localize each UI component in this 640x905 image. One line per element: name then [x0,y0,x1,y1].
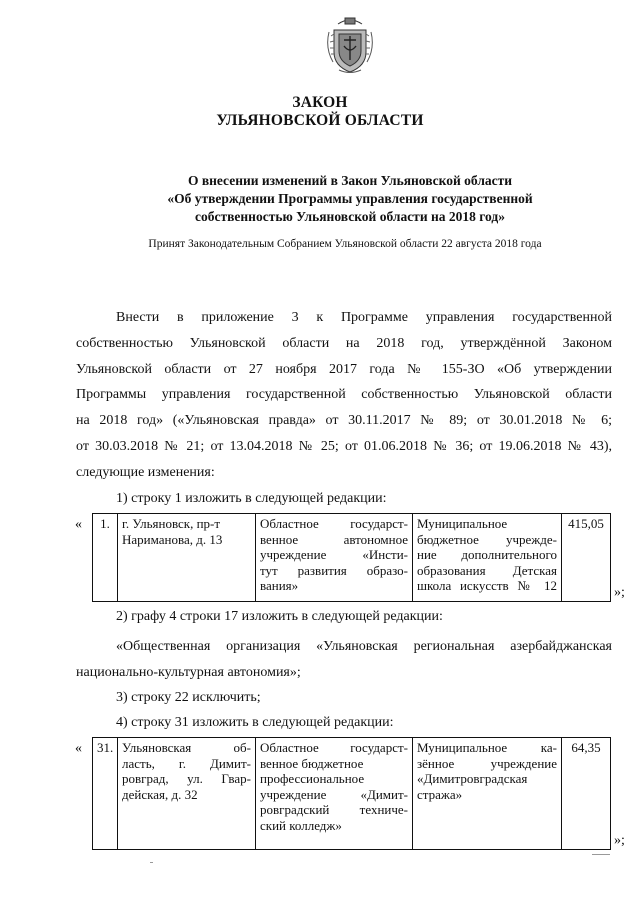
value-cell: 415,05 [562,514,611,602]
paragraph-line: национально-культурная автономия»; [76,665,301,680]
cell-line: г. Ульяновск, пр-т [122,516,221,531]
address-cell [118,514,256,602]
holder-cell [256,738,413,850]
paragraph-line: на 2018 год» («Ульяновская правда» от 30.11.2017 № 89; от 30.01.2018 № 6; [76,413,612,428]
item-2-instruction: 2) графу 4 строки 17 изложить в следующей редакции: [116,609,443,624]
cell-line: ровград, ул. Гвар- [122,771,251,786]
cell-line: профессиональное [260,771,365,786]
close-quote: »; [614,833,625,848]
cell-line: учреждение «Инсти- [260,547,408,562]
cell-line: Муниципальное ка- [417,740,557,755]
cell-line: Муниципальное [417,516,508,531]
coat-of-arms-emblem [325,14,375,76]
cell-line: венное автономное [260,531,408,547]
cell-line: венное бюджетное [260,755,364,771]
cell-line: Нариманова, д. 13 [122,531,223,547]
cell-line: школа искусств № 12 [417,578,557,593]
paragraph-line: следующие изменения: [76,465,215,480]
paragraph-line: Ульяновской области от 27 ноября 2017 года № 155-ЗО «Об утверждении [76,362,612,377]
paragraph-line: «Общественная организация «Ульяновская региональная азербайджанская [116,639,612,654]
subject-line: собственностью Ульяновской области на 2018 год» [195,209,505,224]
table-row-1 [92,513,611,602]
cell-line: стража» [417,786,463,802]
value-cell: 64,35 [562,738,611,850]
cell-line: Областное государст- [260,516,408,531]
cell-line: вания» [260,578,299,593]
open-quote: « [75,517,82,532]
paragraph-line: Программы управления государственной собственностью Ульяновской области [76,387,612,402]
item-1-instruction: 1) строку 1 изложить в следующей редакции: [116,491,387,506]
item-4-instruction: 4) строку 31 изложить в следующей редакции: [116,715,394,730]
holder-cell [256,514,413,602]
cell-line: бюджетное учрежде- [417,531,557,547]
cell-line: «Димитровградская [417,771,528,786]
cell-line: ние дополнительного [417,547,557,562]
subject-line: «Об утверждении Программы управления государственной [167,191,533,206]
cell-line: ласть, г. Димит- [122,755,251,771]
law-subject [90,172,610,226]
item-3-instruction: 3) строку 22 исключить; [116,690,261,705]
cell-line: тут развития образо- [260,562,408,578]
row-number: 31. [93,738,118,850]
recipient-cell [413,514,562,602]
cell-line: образования Детская [417,562,557,578]
law-region-title: УЛЬЯНОВСКОЙ ОБЛАСТИ [216,112,424,129]
law-title: ЗАКОН [292,94,348,111]
table-row-31 [92,737,611,850]
paragraph-line: собственностью Ульяновской области на 2018 год, утверждённой Законом [76,336,612,351]
recipient-cell [413,738,562,850]
subject-line: О внесении изменений в Закон Ульяновской области [187,173,513,188]
scan-speck [150,862,153,863]
cell-line: ский колледж» [260,817,342,833]
cell-line: учреждение «Димит- [260,786,408,802]
table-row [93,738,611,850]
cell-line: ровградский техниче- [260,802,408,817]
paragraph-line: Внести в приложение 3 к Программе управления государственной [116,310,612,325]
cell-line: зённое учреждение [417,755,557,771]
scan-speck [592,854,610,855]
cell-line: дейская, д. 32 [122,786,198,802]
address-cell [118,738,256,850]
open-quote: « [75,741,82,756]
close-quote: »; [614,585,625,600]
adoption-note: Принят Законодательным Собранием Ульяновской области 22 августа 2018 года [148,238,542,250]
paragraph-line: от 30.03.2018 № 21; от 13.04.2018 № 25; от 01.06.2018 № 36; от 19.06.2018 № 43), [76,439,612,454]
row-number: 1. [93,514,118,602]
table-row [93,514,611,602]
cell-line: Областное государст- [260,740,408,755]
cell-line: Ульяновская об- [122,740,251,755]
